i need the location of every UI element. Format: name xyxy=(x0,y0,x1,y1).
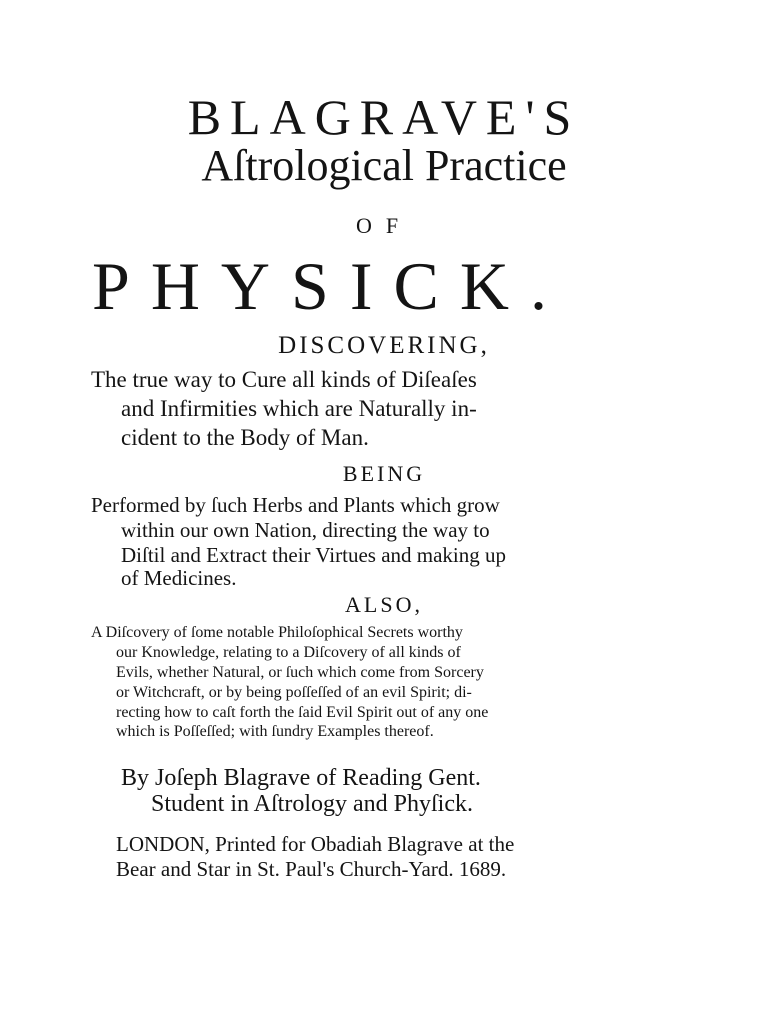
also-line-3: Evils, whether Natural, or ſuch which come from Sorcery xyxy=(116,664,484,681)
imprint-line-2: Bear and Star in St. Paul's Church-Yard. 1689. xyxy=(116,857,507,881)
discovering-line-2: and Infirmities which are Naturally in- xyxy=(121,396,477,421)
title-line-1: BLAGRAVE'S xyxy=(187,89,581,145)
being-line-1: Performed by ſuch Herbs and Plants which grow xyxy=(91,493,500,517)
title-line-3: OF xyxy=(355,213,413,238)
also-line-2: our Knowledge, relating to a Diſcovery of all kinds of xyxy=(116,644,461,661)
author-line-1: By Joſeph Blagrave of Reading Gent. xyxy=(121,765,481,791)
also-heading: ALSO, xyxy=(345,592,423,617)
title-line-4: PHYSICK. xyxy=(92,248,568,324)
author-line-2: Student in Aſtrology and Phyſick. xyxy=(151,791,473,817)
also-line-4: or Witchcraft, or by being poſſeſſed of an evil Spirit; di- xyxy=(116,684,472,701)
being-line-4: of Medicines. xyxy=(121,566,237,590)
discovering-line-3: cident to the Body of Man. xyxy=(121,425,369,450)
discovering-heading: DISCOVERING, xyxy=(278,332,490,359)
being-line-2: within our own Nation, directing the way to xyxy=(121,518,490,542)
being-heading: BEING xyxy=(342,461,426,486)
also-line-5: recting how to caſt forth the ſaid Evil Spirit out of any one xyxy=(116,704,489,721)
also-line-6: which is Poſſeſſed; with ſundry Examples thereof. xyxy=(116,723,434,740)
title-line-2: Aſtrological Practice xyxy=(201,141,567,190)
also-line-1: A Diſcovery of ſome notable Philoſophical Secrets worthy xyxy=(91,624,463,641)
discovering-line-1: The true way to Cure all kinds of Diſeaſes xyxy=(91,367,477,392)
imprint-line-1: LONDON, Printed for Obadiah Blagrave at the xyxy=(116,832,515,856)
being-line-3: Diſtil and Extract their Virtues and making up xyxy=(121,543,507,567)
